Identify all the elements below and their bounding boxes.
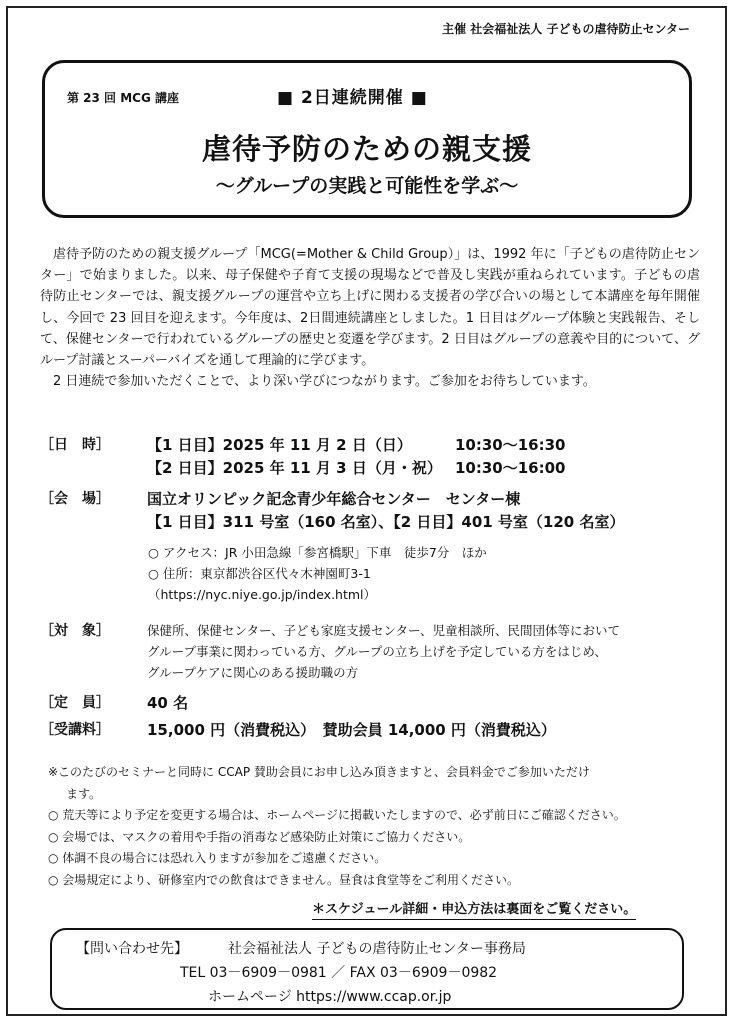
member-note: ※このたびのセミナーと同時に CCAP 賛助会員にお申し込み頂きますと、会員料金でご参加いただけ <box>48 765 590 779</box>
venue-name: 国立オリンピック記念青少年総合センター センター棟 <box>147 490 521 508</box>
intro-closing: 2 日連続で参加いただくことで、より深い学びにつながります。ご参加をお待ちしています。 <box>53 374 596 390</box>
address-line: ○ 住所：東京都渋谷区代々木神園町3-1 <box>148 566 371 581</box>
note-item: ○ 体調不良の場合には恐れ入りますが参加をご遠慮ください。 <box>48 851 387 865</box>
note-item: ○ 会場規定により、研修室内での飲食はできません。昼食は食堂等をご利用ください。 <box>48 872 520 887</box>
capacity-value: 40 名 <box>147 694 189 712</box>
fee-value: 15,000 円（消費税込） 賛助会員 14,000 円（消費税込） <box>147 721 556 739</box>
page-subtitle: ～グループの実践と可能性を学ぶ～ <box>215 175 519 197</box>
notes <box>48 762 698 891</box>
target-line: グループケアに関心のある援助職の方 <box>147 665 359 680</box>
intro-text <box>40 244 700 392</box>
day1-time: 10:30～16:30 <box>455 436 566 454</box>
title-box <box>42 60 692 218</box>
venue-label: ［会 場］ <box>40 491 110 507</box>
datetime-label: ［日 時］ <box>40 437 110 453</box>
lecture-number: 第 23 回 MCG 講座 <box>67 91 180 105</box>
day2-time: 10:30～16:00 <box>455 459 566 477</box>
note-item: ○ 荒天等により予定を変更する場合は、ホームページに掲載いたしますので、必ず前日にご確認ください。 <box>48 808 626 822</box>
contact-org: 社会福祉法人 子どもの虐待防止センター事務局 <box>228 941 526 957</box>
consecutive-days-badge: ■ 2日連続開催 ■ <box>277 88 428 108</box>
intro-paragraph: 虐待予防のための親支援グループ「MCG(=Mother & Child Group）」は、1992 年に「子どもの虐待防止センター」で始まりました。以来、母子保健や子育て支援の現場などで普及し実践が重ねられています。子どもの虐待防止センターでは、親支援グループの運営や立ち上げに関わる支援者の学び合いの場として本講座を毎年開催し、今回で 23 回目を迎えます。今年度は、2日間連続講座としました。1 日目はグループ体験と実践報告、そして、保健センターで行われているグループの歴史と変遷を学びます。2 日目はグループの意義や目的について、グループ討議とスーパーバイズを通して理論的に学びます。 <box>40 247 700 369</box>
contact-website[interactable]: ホームページ https://www.ccap.or.jp <box>208 989 452 1005</box>
contact-box <box>50 928 684 1010</box>
access-line: ○ アクセス：JR 小田急線「参宮橋駅」下車 徒歩7分 ほか <box>148 545 487 560</box>
capacity-label: ［定 員］ <box>40 695 110 711</box>
target-line: グループ事業に関わっている方、グループの立ち上げを予定している方をはじめ、 <box>147 644 607 659</box>
page-title: 虐待予防のための親支援 <box>201 132 532 166</box>
note-item: ○ 会場では、マスクの着用や手指の消毒など感染防止対策にご協力ください。 <box>48 829 471 844</box>
fee-label: ［受講料］ <box>40 722 110 738</box>
venue-rooms: 【1 日目】311 号室（160 名室）、【2 日目】401 号室（120 名室） <box>147 513 625 531</box>
venue-url[interactable]: （https://nyc.niye.go.jp/index.html） <box>148 587 377 602</box>
day1-date: 【1 日目】2025 年 11 月 2 日（日） <box>147 436 412 454</box>
venue-access <box>148 542 487 605</box>
contact-label: 【問い合わせ先】 <box>76 941 188 957</box>
schedule-note: ＊スケジュール詳細・申込方法は裏面をご覧ください。 <box>312 898 636 920</box>
contact-phone: TEL 03－6909－0981 ／ FAX 03－6909－0982 <box>180 965 498 981</box>
organizer: 主催 社会福祉法人 子どもの虐待防止センター <box>442 22 690 36</box>
target-label: ［対 象］ <box>40 623 110 639</box>
day2-date: 【2 日目】2025 年 11 月 3 日（月・祝） <box>147 459 442 477</box>
target-line: 保健所、保健センター、子ども家庭支援センター、児童相談所、民間団体等において <box>147 623 621 638</box>
member-note-continued: ます。 <box>66 786 102 801</box>
